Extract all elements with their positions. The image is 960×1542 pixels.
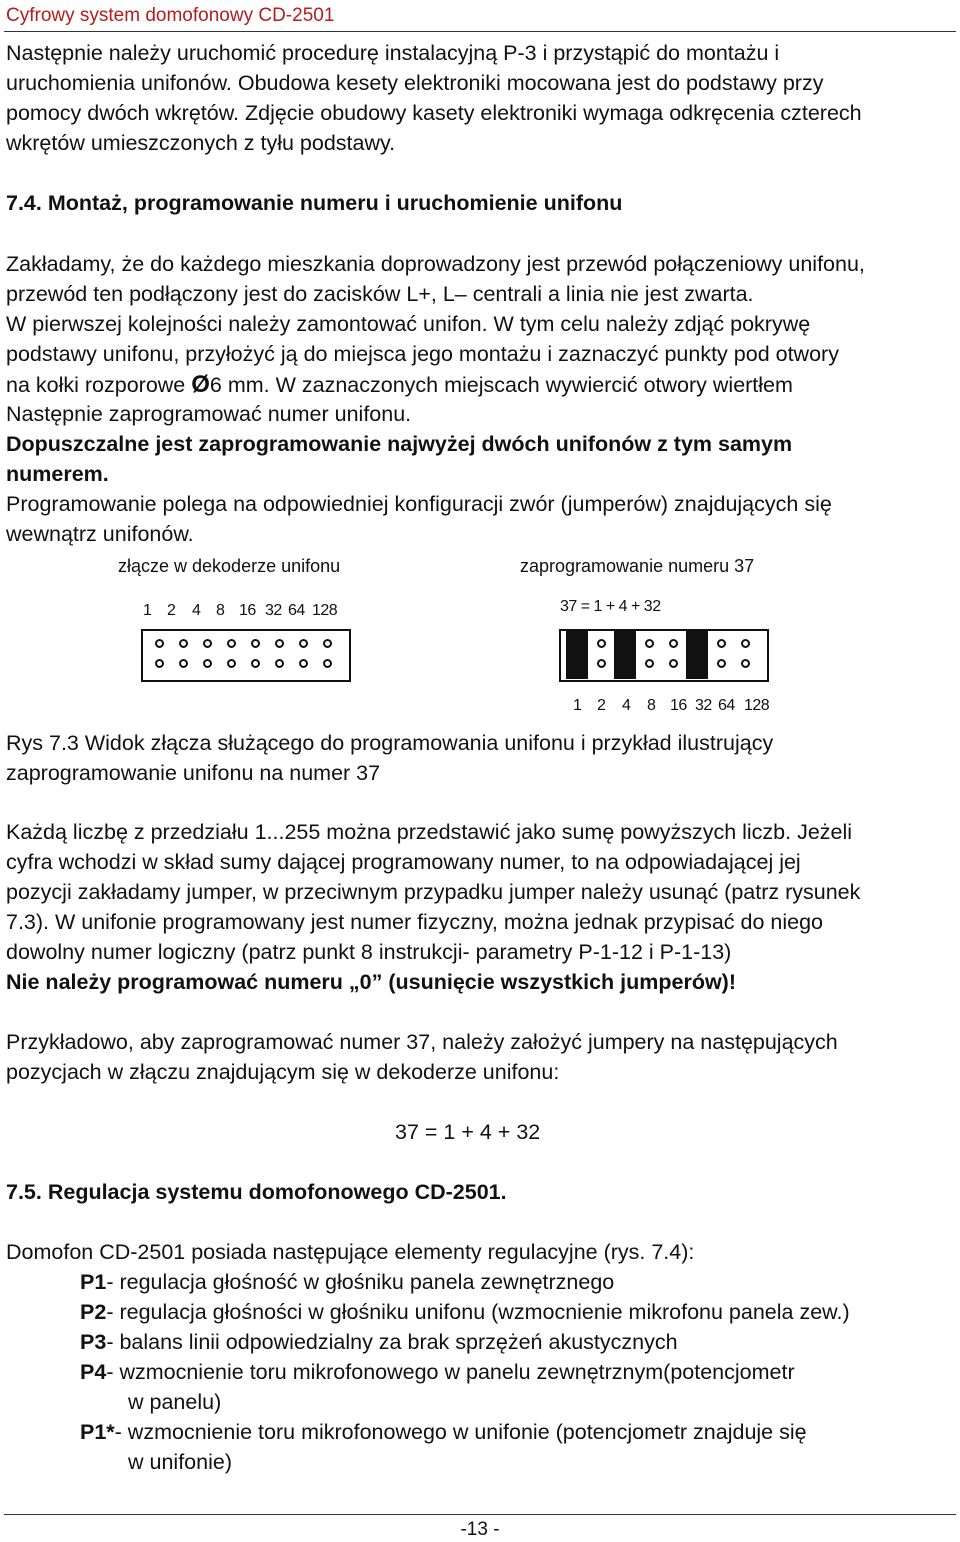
connector-pin xyxy=(203,639,212,648)
document-header-title: Cyfrowy system domofonowy CD-2501 xyxy=(6,5,335,26)
jumper xyxy=(566,631,588,679)
body-line: Każdą liczbę z przedziału 1...255 można przedstawić jako sumę powyższych liczb. Jeżeli xyxy=(6,820,853,844)
item-key: P4 xyxy=(80,1360,107,1384)
pin-weight-label: 8 xyxy=(216,602,225,619)
connector-pin xyxy=(717,639,726,648)
body-bold-line: Dopuszczalne jest zaprogramowanie najwyżej dwóch unifonów z tym samym xyxy=(6,432,793,456)
item-text: - regulacja głośności w głośniku unifonu (wzmocnienie mikrofonu panela zew.) xyxy=(106,1300,850,1324)
body-line: wewnątrz unifonów. xyxy=(6,522,194,546)
figure-caption: zaprogramowanie unifonu na numer 37 xyxy=(6,761,381,785)
item-key: P3 xyxy=(80,1330,107,1354)
item-text: - regulacja głośność w głośniku panela zewnętrznego xyxy=(106,1270,615,1294)
connector-pin xyxy=(203,659,212,668)
figure-formula-label: 37 = 1 + 4 + 32 xyxy=(560,598,661,615)
item-text: - wzmocnienie toru mikrofonowego w unifonie (potencjometr znajduje się xyxy=(114,1420,807,1444)
pin-weight-label: 1 xyxy=(573,697,582,714)
body-line: pozycjach w złączu znajdującym się w dekoderze unifonu: xyxy=(6,1060,560,1084)
footer-rule xyxy=(4,1514,956,1515)
example-formula: 37 = 1 + 4 + 32 xyxy=(395,1120,541,1144)
connector-pin xyxy=(597,659,606,668)
connector-pin xyxy=(155,639,164,648)
page-number: -13 - xyxy=(460,1519,500,1540)
pin-weight-label: 32 xyxy=(265,602,282,619)
connector-pin xyxy=(323,659,332,668)
body-line: Następnie zaprogramować numer unifonu. xyxy=(6,402,412,426)
pin-weight-label: 64 xyxy=(718,697,735,714)
section-7-5-heading: 7.5. Regulacja systemu domofonowego CD-2501. xyxy=(6,1180,507,1204)
body-text: na kołki rozporowe xyxy=(6,373,192,397)
pin-weight-label: 64 xyxy=(288,602,305,619)
body-line: Programowanie polega na odpowiedniej konfiguracji zwór (jumperów) znajdujących się xyxy=(6,492,832,516)
pin-weight-label: 32 xyxy=(695,697,712,714)
pin-weight-label: 1 xyxy=(143,602,152,619)
jumper xyxy=(686,631,708,679)
body-text: 6 mm. W zaznaczonych miejscach wywiercić otwory wiertłem xyxy=(209,373,793,397)
connector-pin xyxy=(179,639,188,648)
section-7-5-intro: Domofon CD-2501 posiada następujące elementy regulacyjne (rys. 7.4): xyxy=(6,1240,695,1264)
connector-pin xyxy=(669,659,678,668)
connector-pin xyxy=(275,659,284,668)
connector-pin xyxy=(597,639,606,648)
figure-caption: Rys 7.3 Widok złącza służącego do programowania unifonu i przykład ilustrujący xyxy=(6,731,774,755)
pin-weight-label: 16 xyxy=(670,697,687,714)
intro-line: pomocy dwóch wkrętów. Zdjęcie obudowy kasety elektroniki wymaga odkręcenia czterech xyxy=(6,101,862,125)
body-line: Zakładamy, że do każdego mieszkania doprowadzony jest przewód połączeniowy unifonu, xyxy=(6,252,865,276)
body-line: podstawy unifonu, przyłożyć ją do miejsca jego montażu i zaznaczyć punkty pod otwory xyxy=(6,342,839,366)
connector-pin xyxy=(645,639,654,648)
intro-line: wkrętów umieszczonych z tyłu podstawy. xyxy=(6,131,396,155)
left-connector-block xyxy=(141,629,351,682)
connector-pin xyxy=(227,639,236,648)
pin-weight-label: 4 xyxy=(192,602,201,619)
intro-line: uruchomienia unifonów. Obudowa kesety elektroniki mocowana jest do podstawy przy xyxy=(6,71,824,95)
connector-pin xyxy=(227,659,236,668)
section-7-4-heading: 7.4. Montaż, programowanie numeru i uruchomienie unifonu xyxy=(6,191,623,215)
connector-pin xyxy=(251,659,260,668)
right-connector-block xyxy=(559,629,769,682)
regulation-item xyxy=(80,1299,850,1326)
regulation-item-continuation: w panelu) xyxy=(128,1390,222,1414)
regulation-item xyxy=(80,1419,807,1446)
body-line xyxy=(6,371,793,399)
item-key: P1* xyxy=(80,1420,115,1444)
regulation-item xyxy=(80,1329,678,1356)
header-rule xyxy=(4,31,956,32)
jumper xyxy=(614,631,636,679)
connector-pin xyxy=(645,659,654,668)
item-text: - balans linii odpowiedzialny za brak sprzężeń akustycznych xyxy=(106,1330,678,1354)
pin-weight-label: 2 xyxy=(597,697,606,714)
pin-weight-label: 16 xyxy=(239,602,256,619)
regulation-item xyxy=(80,1269,614,1296)
connector-pin xyxy=(741,639,750,648)
connector-pin xyxy=(741,659,750,668)
connector-pin xyxy=(275,639,284,648)
body-line: Przykładowo, aby zaprogramować numer 37, należy założyć jumpery na następujących xyxy=(6,1030,838,1054)
pin-weight-label: 4 xyxy=(622,697,631,714)
body-line: W pierwszej kolejności należy zamontować unifon. W tym celu należy zdjąć pokrywę xyxy=(6,312,811,336)
body-line: cyfra wchodzi w skład sumy dającej programowany numer, to na odpowiadającej jej xyxy=(6,850,801,874)
intro-line: Następnie należy uruchomić procedurę instalacyjną P-3 i przystąpić do montażu i xyxy=(6,41,780,65)
warning-bold-line: Nie należy programować numeru „0” (usunięcie wszystkich jumperów)! xyxy=(6,970,736,994)
pin-weight-label: 128 xyxy=(312,602,338,619)
figure-right-label: zaprogramowanie numeru 37 xyxy=(520,556,755,576)
regulation-item-continuation: w unifonie) xyxy=(128,1450,232,1474)
diameter-symbol: Ø xyxy=(191,371,210,398)
connector-pin xyxy=(299,659,308,668)
connector-pin xyxy=(179,659,188,668)
item-text: - wzmocnienie toru mikrofonowego w panelu zewnętrznym(potencjometr xyxy=(106,1360,795,1384)
pin-weight-label: 8 xyxy=(647,697,656,714)
connector-pin xyxy=(669,639,678,648)
connector-pin xyxy=(323,639,332,648)
body-line: przewód ten podłączony jest do zacisków L+, L– centrali a linia nie jest zwarta. xyxy=(6,282,754,306)
body-line: dowolny numer logiczny (patrz punkt 8 instrukcji- parametry P-1-12 i P-1-13) xyxy=(6,940,732,964)
body-line: 7.3). W unifonie programowany jest numer fizyczny, można jednak przypisać do niego xyxy=(6,910,823,934)
connector-pin xyxy=(155,659,164,668)
connector-pin xyxy=(299,639,308,648)
connector-pin xyxy=(251,639,260,648)
body-line: pozycji zakładamy jumper, w przeciwnym przypadku jumper należy usunąć (patrz rysunek xyxy=(6,880,861,904)
regulation-item xyxy=(80,1359,795,1386)
item-key: P1 xyxy=(80,1270,107,1294)
item-key: P2 xyxy=(80,1300,107,1324)
pin-weight-label: 2 xyxy=(167,602,176,619)
connector-pin xyxy=(717,659,726,668)
body-bold-line: numerem. xyxy=(6,462,109,486)
figure-left-label: złącze w dekoderze unifonu xyxy=(118,556,341,576)
pin-weight-label: 128 xyxy=(744,697,770,714)
